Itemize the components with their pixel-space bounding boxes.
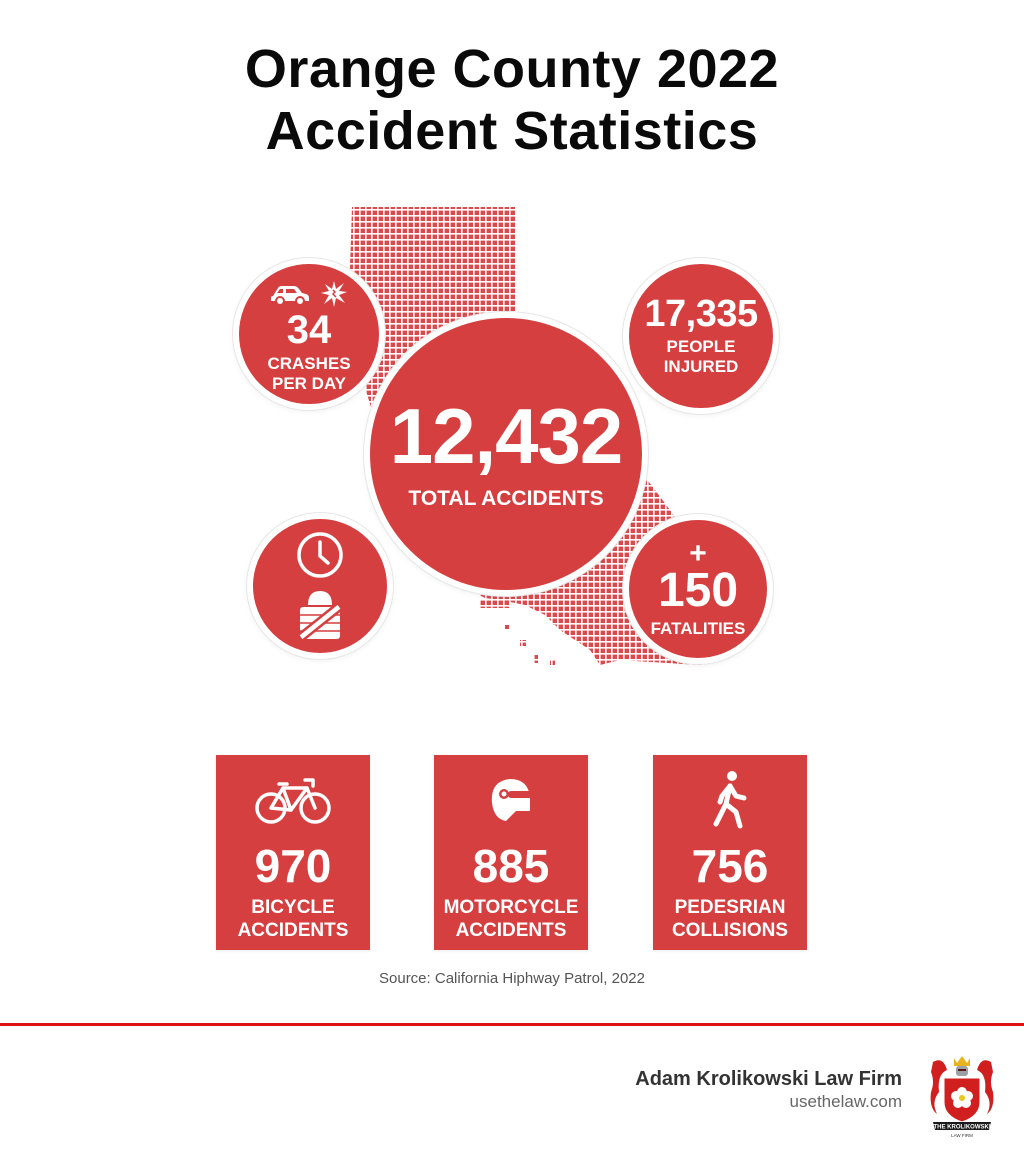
title-line-2: Accident Statistics [265, 101, 759, 161]
motorcycle-accidents-card [434, 755, 588, 950]
crash-burst-icon [320, 280, 348, 308]
fatalities-stat [623, 514, 773, 664]
motorcycle-helmet-icon [486, 775, 536, 825]
pedestrian-icon [710, 770, 750, 830]
crashes-label [267, 354, 350, 393]
motorcycle-value: 885 [472, 840, 550, 892]
firm-crest-logo [929, 1052, 995, 1140]
people-injured-stat [623, 258, 779, 414]
injured-label-line2: INJURED [663, 357, 739, 376]
pedestrian-value: 756 [691, 840, 769, 892]
pedestrian-label-line1: PEDESRIAN [674, 897, 786, 918]
source-citation: Source: California Hiphway Patrol, 2022 [379, 970, 645, 987]
crashes-label-line2: PER DAY [271, 374, 346, 393]
bicycle-icon [255, 774, 331, 826]
crashes-value: 34 [286, 308, 332, 353]
firm-website[interactable]: usethelaw.com [789, 1092, 902, 1111]
pedestrian-label [672, 897, 788, 943]
motorcycle-label-line1: MOTORCYCLE [443, 897, 579, 918]
bicycle-accidents-card [216, 755, 370, 950]
bicycle-label [238, 897, 349, 943]
firm-info [635, 1067, 902, 1113]
firm-name: Adam Krolikowski Law Firm [635, 1068, 902, 1090]
bicycle-label-line1: BICYCLE [251, 897, 335, 918]
motorcycle-label [444, 897, 579, 943]
crashes-per-day-stat [233, 258, 385, 410]
title-line-1: Orange County 2022 [244, 39, 780, 99]
time-seatbelt-stat [247, 513, 393, 659]
fatalities-label: FATALITIES [650, 618, 746, 638]
total-accidents-stat [364, 312, 648, 596]
car-icon [270, 282, 310, 306]
total-value: 12,432 [389, 391, 623, 480]
logo-banner-text: THE KROLIKOWSKI [933, 1124, 991, 1131]
logo-subtext: LAW FIRM [951, 1133, 973, 1138]
injured-value: 17,335 [644, 293, 758, 336]
injured-label-line1: PEOPLE [666, 337, 736, 357]
pedestrian-label-line2: COLLISIONS [671, 919, 789, 941]
crashes-label-line1: CRASHES [267, 354, 351, 374]
injured-label [664, 337, 739, 376]
bicycle-label-line2: ACCIDENTS [237, 919, 349, 941]
seatbelt-icon [298, 589, 342, 641]
footer-divider [0, 1023, 1024, 1026]
total-label: TOTAL ACCIDENTS [408, 486, 604, 510]
cross-icon: + [689, 536, 707, 570]
clock-icon [296, 531, 344, 579]
fatalities-value: 150 [657, 563, 739, 617]
bicycle-value: 970 [254, 840, 332, 892]
motorcycle-label-line2: ACCIDENTS [455, 919, 567, 941]
accident-type-cards [0, 755, 1024, 950]
pedestrian-collisions-card [653, 755, 807, 950]
